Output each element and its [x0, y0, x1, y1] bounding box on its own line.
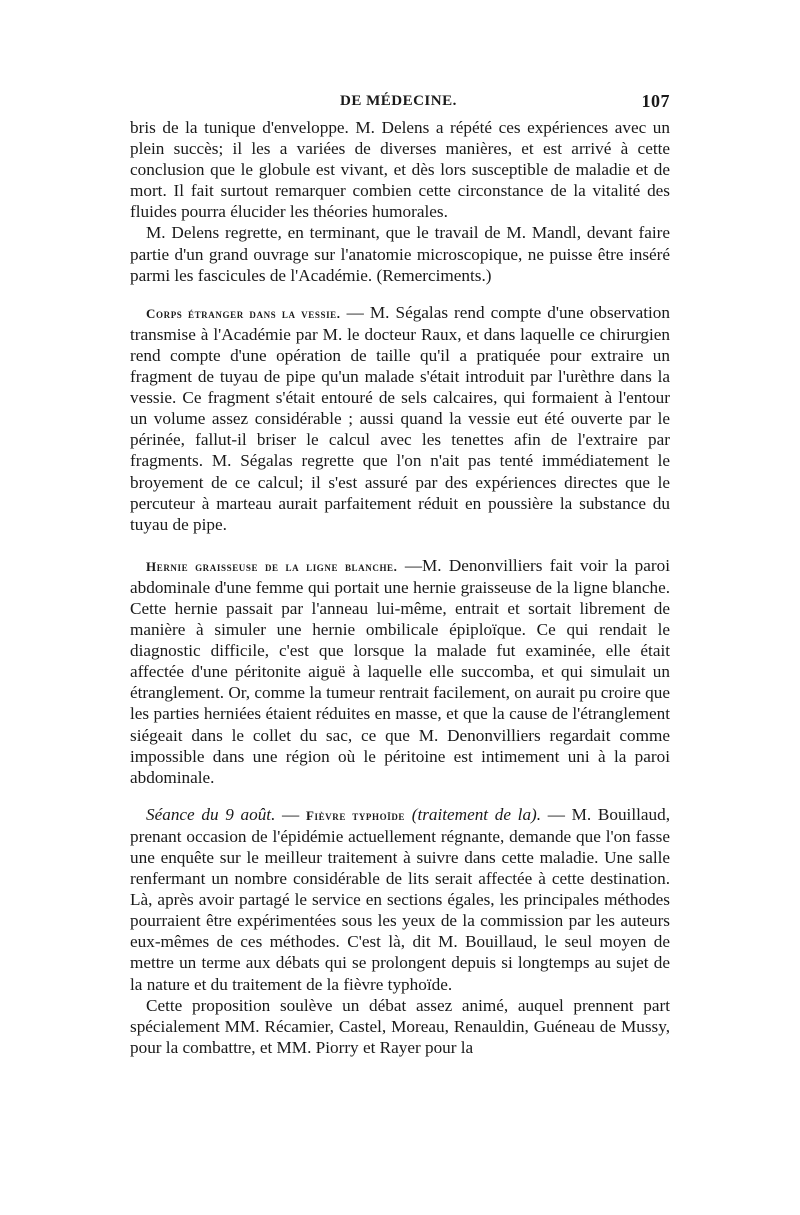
section-heading-typhoid: Fièvre typhoïde — [305, 807, 406, 823]
section-foreign-body-bladder — [130, 302, 670, 535]
section-body-foreign-body: — M. Ségalas rend compte d'une observation transmise à l'Académie par M. le docteur Raux, et dans laquelle ce chirurgien rend compte d'une opération de taille qu'il a pratiquée pour extraire un fragment de tuyau de pipe qu'un malade s'était introduit par l'urèthre dans la vessie. Ce fragment s'était entouré de sels calcaires, qui formaient à l'entour un volume assez considérable ; aussi quand la vessie eut été ouverte par le périnée, fallut-il briser le calcul avec les tenettes afin de l'extraire par fragments. M. Ségalas regrette que l'on n'ait pas tenté immédiatement le broyement de ce calcul; il s'est assuré par des expériences directes que le percuteur à marteau aurait parfaitement réduit en poussière la substance du tuyau de pipe. — [130, 302, 670, 534]
section-heading-foreign-body: Corps étranger dans la vessie. — [146, 305, 341, 321]
book-page — [130, 93, 670, 1058]
section-subheading-typhoid: (traitement de la). — [405, 804, 542, 824]
seance-dash: — — [275, 804, 306, 824]
seance-date: Séance du 9 août. — [146, 804, 276, 824]
paragraph-debate: Cette proposition soulève un débat assez animé, auquel prennent part spécialement MM. Récamier, Castel, Moreau, Renauldin, Guéneau de Mussy, pour la combattre, et MM. Piorry et Rayer pour la — [130, 995, 670, 1057]
page-number: 107 — [641, 91, 670, 111]
running-head-title: DE MÉDECINE. — [340, 93, 457, 109]
section-typhoid-fever — [130, 804, 670, 995]
paragraph-delens-regret: M. Delens regrette, en terminant, que le travail de M. Mandl, devant faire partie d'un grand ouvrage sur l'anatomie microscopique, ne puisse être inséré parmi les fascicules de l'Académie. (Remerciments.) — [130, 223, 670, 285]
section-fatty-hernia — [130, 555, 670, 788]
running-head — [130, 93, 670, 117]
section-body-fatty-hernia: —M. Denonvilliers fait voir la paroi abdominale d'une femme qui portait une hernie graisseuse de la ligne blanche. Cette hernie passait par l'anneau lui-même, entrait et sortait librement de manière à simuler une hernie ombilicale épiploïque. Ce qui rendait le diagnostic difficile, c'est que lorsque la malade fut examinée, elle était affectée d'une péritonite aiguë à laquelle elle succomba, et qui simulait un étranglement. Or, comme la tumeur rentrait facilement, on aurait pu croire que les parties herniées étaient réduites en masse, et que la cause de l'étranglement siégeait dans le collet du sac, ce que M. Denonvilliers regardait comme impossible dans une région où le péritoine est intimement uni à la paroi abdominale. — [130, 555, 670, 787]
section-heading-fatty-hernia: Hernie graisseuse de la ligne blanche. — [146, 558, 398, 574]
section-body-typhoid: — M. Bouillaud, prenant occasion de l'épidémie actuellement régnante, demande que l'on fasse une enquête sur le meilleur traitement à suivre dans cette maladie. Une salle renfermant un nombre considérable de lits serait affectée à cette destination. Là, après avoir partagé le service en sections égales, les principales méthodes pourraient être expérimentées sous les yeux de la commission par les auteurs eux-mêmes de ces méthodes. C'est là, dit M. Bouillaud, le seul moyen de mettre un terme aux débats qui se prolongent depuis si longtemps au sujet de la nature et du traitement de la fièvre typhoïde. — [130, 804, 670, 994]
paragraph-delens-experiments: bris de la tunique d'enveloppe. M. Delens a répété ces expériences avec un plein succès; il les a variées de diverses manières, et est arrivé à cette conclusion que le globule est vivant, et dès lors susceptible de maladie et de mort. Il fait surtout remarquer combien cette circonstance de la vitalité des fluides pourra élucider les théories humorales. — [130, 118, 670, 222]
